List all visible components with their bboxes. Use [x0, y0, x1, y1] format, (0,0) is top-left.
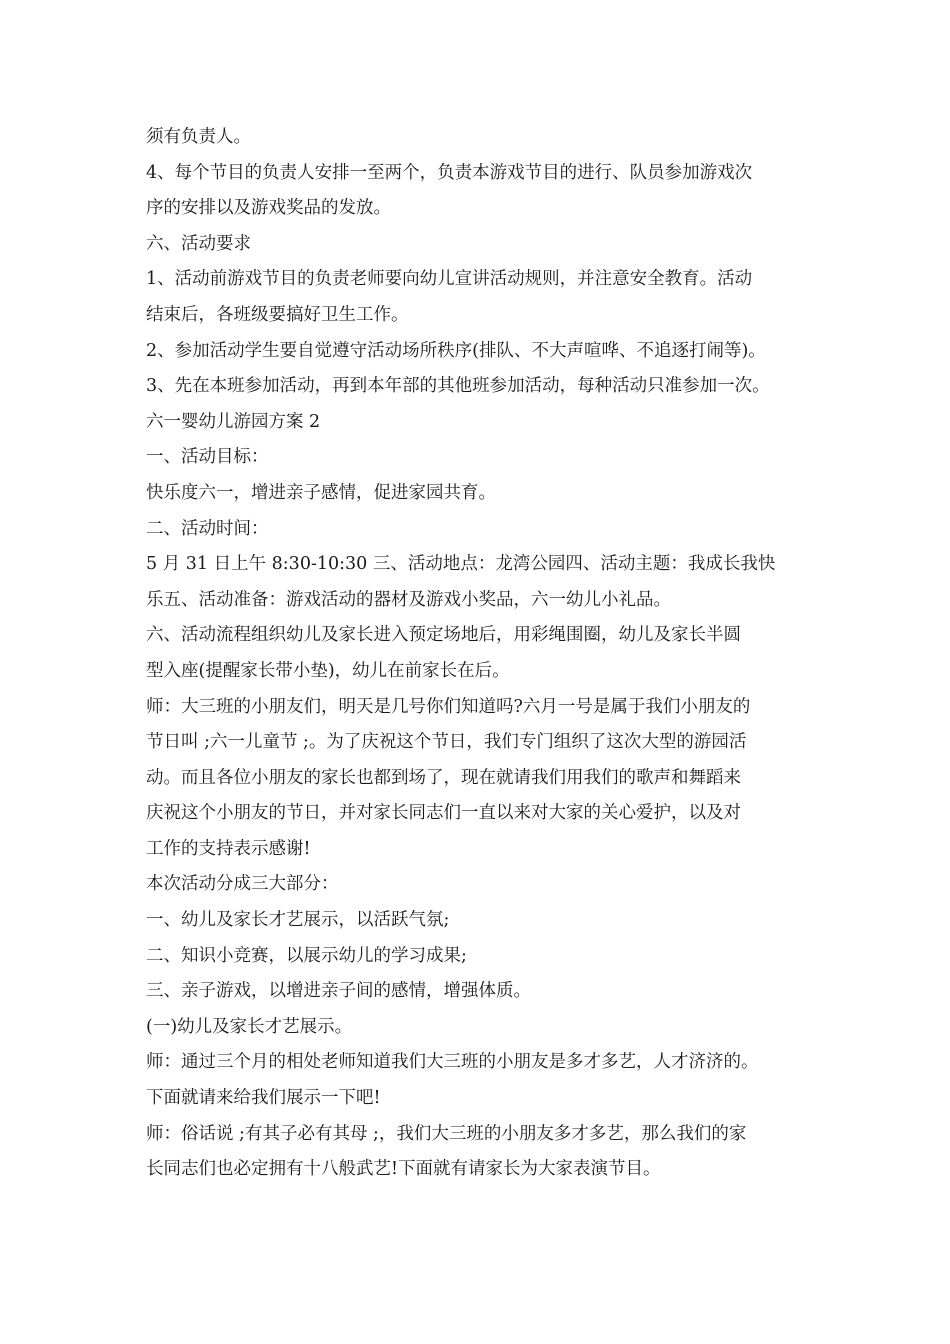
section-heading: 六、活动要求	[146, 233, 251, 254]
text-line: 3、先在本班参加活动，再到本年部的其他班参加活动，每种活动只准参加一次。	[146, 376, 770, 397]
text-line: 师：大三班的小朋友们，明天是几号你们知道吗?六月一号是属于我们小朋友的	[146, 696, 751, 717]
section-heading: 一、活动目标：	[146, 447, 269, 468]
text-line: (一)幼儿及家长才艺展示。	[146, 1016, 353, 1037]
text-line: 须有负责人。	[146, 127, 251, 147]
document-subtitle: 六一婴幼儿游园方案 2	[146, 411, 321, 432]
text-line: 本次活动分成三大部分：	[146, 874, 339, 895]
text-line: 师：俗话说 ;有其子必有其母 ;，我们大三班的小朋友多才多艺，那么我们的家	[146, 1123, 747, 1144]
section-heading: 二、活动时间：	[146, 518, 269, 539]
text-line: 动。而且各位小朋友的家长也都到场了，现在就请我们用我们的歌声和舞蹈来	[146, 767, 741, 788]
text-line: 工作的支持表示感谢!	[146, 838, 311, 859]
text-line: 三、亲子游戏，以增进亲子间的感情，增强体质。	[146, 981, 531, 1002]
text-line: 一、幼儿及家长才艺展示，以活跃气氛;	[146, 910, 450, 931]
document-body	[146, 120, 826, 1188]
text-line: 5 月 31 日上午 8:30-10:30 三、活动地点：龙湾公园四、活动主题：我成长我快	[146, 554, 776, 575]
text-line: 庆祝这个小朋友的节日，并对家长同志们一直以来对大家的关心爱护，以及对	[146, 803, 741, 824]
text-line: 长同志们也必定拥有十八般武艺!下面就有请家长为大家表演节目。	[146, 1159, 661, 1180]
text-line: 节日叫 ;六一儿童节 ;。为了庆祝这个节日，我们专门组织了这次大型的游园活	[146, 732, 747, 753]
text-line: 1、活动前游戏节目的负责老师要向幼儿宣讲活动规则，并注意安全教育。活动	[146, 269, 753, 290]
text-line: 快乐度六一，增进亲子感情，促进家园共育。	[146, 482, 496, 503]
text-line: 4、每个节目的负责人安排一至两个，负责本游戏节目的进行、队员参加游戏次	[146, 162, 753, 183]
text-line: 六、活动流程组织幼儿及家长进入预定场地后，用彩绳围圈，幼儿及家长半圆	[146, 625, 741, 646]
text-line: 师：通过三个月的相处老师知道我们大三班的小朋友是多才多艺，人才济济的。	[146, 1052, 759, 1073]
text-line: 下面就请来给我们展示一下吧!	[146, 1088, 381, 1109]
text-line: 型入座(提醒家长带小垫)，幼儿在前家长在后。	[146, 660, 510, 681]
text-line: 2、参加活动学生要自觉遵守活动场所秩序(排队、不大声喧哗、不追逐打闹等)。	[146, 340, 766, 361]
text-line: 二、知识小竞赛，以展示幼儿的学习成果;	[146, 945, 467, 966]
text-line: 序的安排以及游戏奖品的发放。	[146, 198, 391, 219]
text-line: 乐五、活动准备：游戏活动的器材及游戏小奖品，六一幼儿小礼品。	[146, 589, 671, 610]
text-line: 结束后，各班级要搞好卫生工作。	[146, 304, 409, 325]
